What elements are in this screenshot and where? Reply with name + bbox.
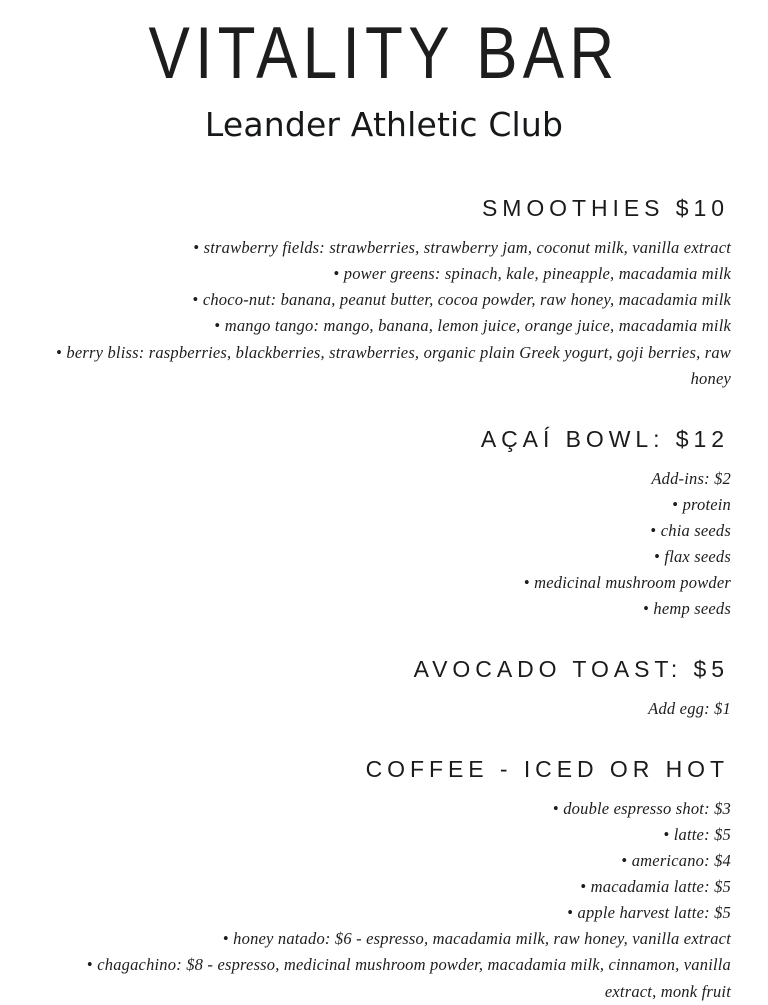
bullet-icon: • — [56, 342, 63, 362]
menu-section — [37, 756, 731, 1005]
section-header: COFFEE - ICED OR HOT — [365, 756, 729, 783]
menu-item — [37, 544, 731, 570]
menu-item — [37, 235, 731, 261]
menu-item-label: protein — [682, 494, 731, 514]
menu-item-label: mango tango: mango, banana, lemon juice, orange juice, macadamia milk — [224, 316, 731, 336]
bullet-icon: • — [333, 264, 340, 284]
menu-item-label: berry bliss: raspberries, blackberries, strawberries, organic plain Greek yogurt, goji berries, raw honey — [66, 342, 731, 388]
menu-sections — [0, 195, 768, 1004]
menu-item-label: chia seeds — [660, 520, 731, 540]
menu-item-list — [37, 696, 731, 722]
bullet-icon: • — [663, 825, 670, 845]
menu-item-label: americano: $4 — [631, 851, 731, 871]
menu-item — [37, 822, 731, 848]
menu-item-label: hemp seeds — [653, 598, 731, 618]
menu-item — [37, 900, 731, 926]
menu-item-label: honey natado: $6 - espresso, macadamia milk, raw honey, vanilla extract — [233, 929, 731, 949]
menu-subtitle: Leander Athletic Club — [204, 105, 564, 144]
bullet-icon: • — [552, 799, 559, 819]
menu-item-label: power greens: spinach, kale, pineapple, macadamia milk — [343, 264, 731, 284]
menu-item-label: double espresso shot: $3 — [563, 799, 731, 819]
menu-item-list — [37, 235, 731, 391]
menu-section — [37, 195, 731, 391]
menu-item-label: strawberry fields: strawberries, strawberry jam, coconut milk, vanilla extract — [203, 238, 731, 258]
menu-item-label: choco-nut: banana, peanut butter, cocoa powder, raw honey, macadamia milk — [202, 290, 731, 310]
menu-subheading: Add-ins: $2 — [651, 468, 731, 488]
menu-item-label: apple harvest latte: $5 — [577, 903, 731, 923]
bullet-icon: • — [672, 494, 679, 514]
bullet-icon: • — [654, 546, 661, 566]
menu-title: VITALITY BAR — [148, 13, 620, 95]
menu-item — [37, 874, 731, 900]
bullet-icon: • — [650, 520, 657, 540]
menu-item-label: latte: $5 — [673, 825, 731, 845]
menu-item-list — [37, 796, 731, 1005]
bullet-icon: • — [643, 598, 650, 618]
menu-item — [37, 570, 731, 596]
bullet-icon: • — [567, 903, 574, 923]
menu-item — [37, 518, 731, 544]
section-header: AÇAÍ BOWL: $12 — [480, 425, 729, 452]
bullet-icon: • — [193, 238, 200, 258]
menu-item — [37, 952, 731, 1004]
menu-item — [37, 848, 731, 874]
menu-item — [37, 596, 731, 622]
menu-item-list — [37, 466, 731, 622]
menu-item — [37, 796, 731, 822]
menu-item — [37, 313, 731, 339]
section-header: SMOOTHIES $10 — [481, 195, 729, 222]
menu-item — [37, 926, 731, 952]
menu-item — [37, 261, 731, 287]
menu-item — [37, 340, 731, 392]
menu-subheading: Add egg: $1 — [648, 699, 731, 719]
bullet-icon: • — [621, 851, 628, 871]
menu-item-label: flax seeds — [664, 546, 731, 566]
menu-section — [37, 426, 731, 622]
menu-item-label: chagachino: $8 - espresso, medicinal mushroom powder, macadamia milk, cinnamon, vanilla extract, monk fruit — [97, 955, 731, 1001]
masthead — [0, 0, 768, 143]
menu-item-label: macadamia latte: $5 — [590, 877, 731, 897]
bullet-icon: • — [192, 290, 199, 310]
bullet-icon: • — [580, 877, 587, 897]
menu-item-label: medicinal mushroom powder — [534, 572, 731, 592]
section-header: AVOCADO TOAST: $5 — [413, 656, 729, 683]
menu-item — [37, 287, 731, 313]
bullet-icon: • — [214, 316, 221, 336]
bullet-icon: • — [523, 572, 530, 592]
bullet-icon: • — [222, 929, 229, 949]
menu-section — [37, 656, 731, 722]
bullet-icon: • — [86, 955, 93, 975]
menu-item — [37, 492, 731, 518]
